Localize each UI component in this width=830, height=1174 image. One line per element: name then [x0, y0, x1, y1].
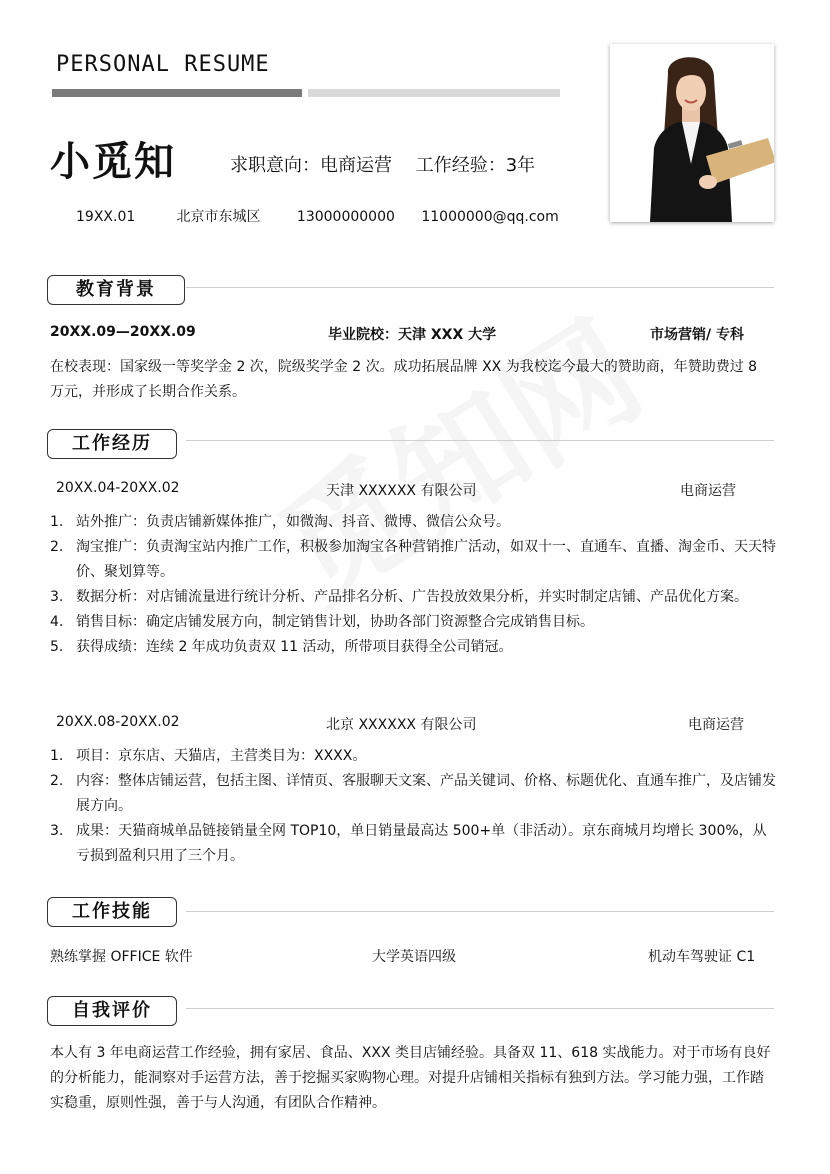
item-text: 获得成绩：连续 2 年成功负责双 11 活动，所带项目获得全公司销冠。 — [76, 639, 513, 655]
list-item — [50, 635, 780, 660]
education-period: 20XX.09—20XX.09 — [50, 324, 196, 340]
education-description: 在校表现：国家级一等奖学金 2 次，院级奖学金 2 次。成功拓展品牌 XX 为我校迄今最大的赞助商，年赞助费过 8 万元，并形成了长期合作关系。 — [50, 359, 758, 400]
education-row — [50, 324, 774, 344]
skill-item: 大学英语四级 — [372, 949, 456, 965]
item-number: 5. — [50, 639, 64, 655]
education-major: 市场营销/ 专科 — [650, 327, 744, 343]
list-item — [50, 744, 780, 769]
section-skills-title: 工作技能 — [47, 897, 177, 927]
skill-item: 熟练掌握 OFFICE 软件 — [50, 949, 193, 965]
item-number: 1. — [50, 748, 64, 764]
item-number: 3. — [50, 589, 64, 605]
contact-info — [76, 206, 559, 226]
title-bar-light — [308, 89, 560, 97]
item-number: 4. — [50, 614, 64, 630]
resume-title: PERSONAL RESUME — [56, 52, 270, 77]
phone: 13000000000 — [296, 209, 395, 225]
list-item — [50, 585, 780, 610]
skills-row — [50, 946, 774, 966]
job-position: 电商运营 — [680, 483, 736, 499]
birth-date: 19XX.01 — [76, 209, 136, 225]
job-row — [56, 480, 780, 500]
item-text: 销售目标：确定店铺发展方向，制定销售计划，协助各部门资源整合完成销售目标。 — [76, 614, 594, 630]
item-text: 项目：京东店、天猫店，主营类目为：XXXX。 — [76, 748, 367, 764]
job-row — [56, 714, 780, 734]
self-evaluation-text: 本人有 3 年电商运营工作经验，拥有家居、食品、XXX 类目店铺经验。具备双 11、618 实战能力。对于市场有良好的分析能力，能洞察对手运营方法，善于挖掘买家购物心理。对提升店铺相关指标有独到方法。学习能力强，工作踏实稳重，原则性强，善于与人沟通，有团队合作精神。 — [50, 1045, 771, 1111]
section-work-rule — [186, 440, 774, 441]
item-text: 站外推广：负责店铺新媒体推广，如微淘、抖音、微博、微信公众号。 — [76, 514, 510, 530]
title-bar-dark — [52, 89, 302, 97]
section-work-title: 工作经历 — [47, 429, 177, 459]
job-intent-line — [230, 151, 553, 177]
item-number: 3. — [50, 823, 64, 839]
portrait-illustration — [610, 44, 774, 222]
list-item — [50, 510, 780, 535]
job-company: 北京 XXXXXX 有限公司 — [326, 717, 477, 733]
item-number: 1. — [50, 514, 64, 530]
job-intent: 求职意向：电商运营 — [230, 155, 392, 176]
list-item — [50, 535, 780, 585]
item-number: 2. — [50, 539, 64, 555]
education-school: 毕业院校：天津 XXX 大学 — [328, 327, 497, 343]
job-position: 电商运营 — [688, 717, 744, 733]
section-skills-rule — [186, 911, 774, 912]
section-education-rule — [186, 287, 774, 288]
profile-photo — [610, 44, 774, 222]
section-education-title: 教育背景 — [47, 275, 185, 305]
list-item — [50, 819, 780, 869]
job-duties-list — [50, 744, 780, 869]
section-self-eval-rule — [186, 1008, 774, 1009]
item-text: 数据分析：对店铺流量进行统计分析、产品排名分析、广告投放效果分析，并实时制定店铺、产品优化方案。 — [76, 589, 748, 605]
list-item — [50, 769, 780, 819]
section-self-eval-title: 自我评价 — [47, 996, 177, 1026]
email: 11000000@qq.com — [421, 209, 559, 225]
job-period: 20XX.08-20XX.02 — [56, 714, 180, 730]
list-item — [50, 610, 780, 635]
skill-item: 机动车驾驶证 C1 — [648, 949, 756, 965]
item-number: 2. — [50, 773, 64, 789]
job-period: 20XX.04-20XX.02 — [56, 480, 180, 496]
item-text: 内容：整体店铺运营，包括主图、详情页、客服聊天文案、产品关键词、价格、标题优化、直通车推广，及店铺发展方向。 — [76, 773, 776, 814]
item-text: 成果：天猫商城单品链接销量全网 TOP10，单日销量最高达 500+单（非活动）。京东商城月均增长 300%，从亏损到盈利只用了三个月。 — [76, 823, 767, 864]
work-experience-years: 工作经验：3年 — [415, 155, 536, 176]
address: 北京市东城区 — [176, 209, 261, 225]
job-duties-list — [50, 510, 780, 660]
job-company: 天津 XXXXXX 有限公司 — [326, 483, 477, 499]
candidate-name: 小觅知 — [50, 139, 176, 185]
item-text: 淘宝推广：负责淘宝站内推广工作，积极参加淘宝各种营销推广活动，如双十一、直通车、直播、淘金币、天天特价、聚划算等。 — [76, 539, 776, 580]
